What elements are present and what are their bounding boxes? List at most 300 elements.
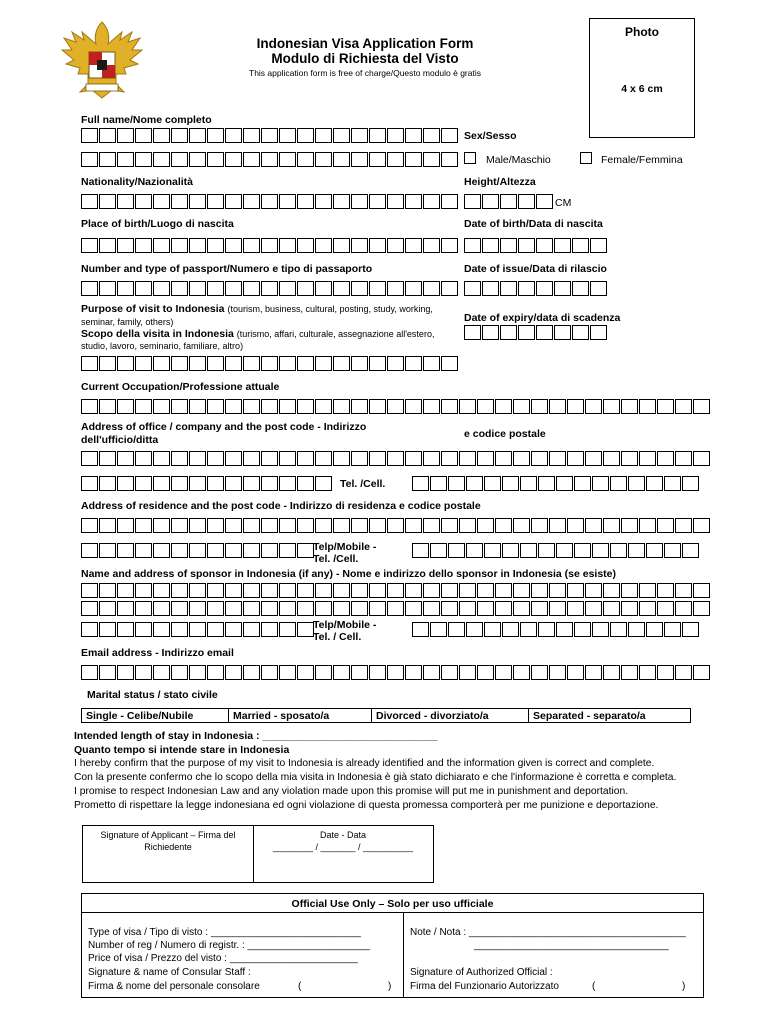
purpose-row[interactable]: [81, 356, 459, 371]
char-cell[interactable]: [351, 194, 368, 209]
char-cell[interactable]: [423, 451, 440, 466]
char-cell[interactable]: [639, 451, 656, 466]
char-cell[interactable]: [207, 194, 224, 209]
char-cell[interactable]: [261, 583, 278, 598]
char-cell[interactable]: [610, 622, 627, 637]
marital-separated[interactable]: Separated - separato/a: [529, 709, 691, 723]
char-cell[interactable]: [279, 583, 296, 598]
char-cell[interactable]: [405, 194, 422, 209]
char-cell[interactable]: [693, 518, 710, 533]
char-cell[interactable]: [99, 518, 116, 533]
char-cell[interactable]: [99, 152, 116, 167]
char-cell[interactable]: [459, 583, 476, 598]
char-cell[interactable]: [387, 128, 404, 143]
char-cell[interactable]: [279, 601, 296, 616]
char-cell[interactable]: [135, 518, 152, 533]
char-cell[interactable]: [412, 543, 429, 558]
char-cell[interactable]: [459, 399, 476, 414]
char-cell[interactable]: [531, 399, 548, 414]
char-cell[interactable]: [351, 518, 368, 533]
char-cell[interactable]: [518, 281, 535, 296]
char-cell[interactable]: [297, 399, 314, 414]
char-cell[interactable]: [585, 399, 602, 414]
char-cell[interactable]: [500, 238, 517, 253]
char-cell[interactable]: [333, 583, 350, 598]
char-cell[interactable]: [412, 622, 429, 637]
char-cell[interactable]: [646, 476, 663, 491]
char-cell[interactable]: [297, 152, 314, 167]
char-cell[interactable]: [99, 356, 116, 371]
char-cell[interactable]: [423, 194, 440, 209]
char-cell[interactable]: [243, 152, 260, 167]
char-cell[interactable]: [261, 194, 278, 209]
char-cell[interactable]: [554, 281, 571, 296]
email-row[interactable]: [81, 665, 711, 680]
char-cell[interactable]: [621, 601, 638, 616]
char-cell[interactable]: [477, 665, 494, 680]
char-cell[interactable]: [477, 601, 494, 616]
char-cell[interactable]: [117, 518, 134, 533]
reg-number-field[interactable]: Number of reg / Numero di registr. : ______________________: [88, 940, 370, 951]
char-cell[interactable]: [279, 622, 296, 637]
char-cell[interactable]: [603, 583, 620, 598]
char-cell[interactable]: [171, 518, 188, 533]
char-cell[interactable]: [243, 665, 260, 680]
char-cell[interactable]: [536, 281, 553, 296]
char-cell[interactable]: [135, 356, 152, 371]
char-cell[interactable]: [621, 665, 638, 680]
occupation-row[interactable]: [81, 399, 711, 414]
char-cell[interactable]: [171, 665, 188, 680]
char-cell[interactable]: [423, 518, 440, 533]
char-cell[interactable]: [464, 281, 481, 296]
char-cell[interactable]: [99, 128, 116, 143]
char-cell[interactable]: [225, 476, 242, 491]
char-cell[interactable]: [405, 583, 422, 598]
char-cell[interactable]: [207, 128, 224, 143]
char-cell[interactable]: [315, 601, 332, 616]
char-cell[interactable]: [297, 518, 314, 533]
char-cell[interactable]: [495, 518, 512, 533]
char-cell[interactable]: [189, 665, 206, 680]
office-address-row[interactable]: [81, 451, 711, 466]
char-cell[interactable]: [369, 665, 386, 680]
char-cell[interactable]: [99, 665, 116, 680]
char-cell[interactable]: [99, 238, 116, 253]
char-cell[interactable]: [135, 476, 152, 491]
char-cell[interactable]: [207, 583, 224, 598]
char-cell[interactable]: [459, 451, 476, 466]
marital-single[interactable]: Single - Celibe/Nubile: [82, 709, 229, 723]
char-cell[interactable]: [518, 238, 535, 253]
char-cell[interactable]: [484, 622, 501, 637]
char-cell[interactable]: [682, 622, 699, 637]
char-cell[interactable]: [531, 601, 548, 616]
char-cell[interactable]: [693, 583, 710, 598]
char-cell[interactable]: [387, 518, 404, 533]
char-cell[interactable]: [81, 518, 98, 533]
char-cell[interactable]: [464, 238, 481, 253]
char-cell[interactable]: [423, 356, 440, 371]
char-cell[interactable]: [621, 399, 638, 414]
char-cell[interactable]: [225, 356, 242, 371]
char-cell[interactable]: [315, 281, 332, 296]
char-cell[interactable]: [243, 399, 260, 414]
char-cell[interactable]: [171, 622, 188, 637]
char-cell[interactable]: [369, 194, 386, 209]
char-cell[interactable]: [189, 451, 206, 466]
char-cell[interactable]: [135, 281, 152, 296]
char-cell[interactable]: [153, 238, 170, 253]
char-cell[interactable]: [664, 622, 681, 637]
full-name-row-1[interactable]: [81, 128, 459, 143]
char-cell[interactable]: [556, 622, 573, 637]
char-cell[interactable]: [610, 543, 627, 558]
char-cell[interactable]: [207, 622, 224, 637]
char-cell[interactable]: [171, 601, 188, 616]
char-cell[interactable]: [556, 543, 573, 558]
char-cell[interactable]: [171, 152, 188, 167]
char-cell[interactable]: [531, 518, 548, 533]
char-cell[interactable]: [639, 399, 656, 414]
char-cell[interactable]: [315, 665, 332, 680]
char-cell[interactable]: [171, 583, 188, 598]
char-cell[interactable]: [441, 665, 458, 680]
char-cell[interactable]: [657, 399, 674, 414]
char-cell[interactable]: [315, 152, 332, 167]
char-cell[interactable]: [261, 281, 278, 296]
char-cell[interactable]: [441, 451, 458, 466]
char-cell[interactable]: [405, 281, 422, 296]
char-cell[interactable]: [657, 518, 674, 533]
char-cell[interactable]: [243, 281, 260, 296]
char-cell[interactable]: [153, 451, 170, 466]
char-cell[interactable]: [549, 665, 566, 680]
char-cell[interactable]: [592, 543, 609, 558]
char-cell[interactable]: [518, 325, 535, 340]
char-cell[interactable]: [153, 194, 170, 209]
char-cell[interactable]: [225, 128, 242, 143]
char-cell[interactable]: [495, 601, 512, 616]
char-cell[interactable]: [423, 152, 440, 167]
char-cell[interactable]: [297, 601, 314, 616]
char-cell[interactable]: [243, 543, 260, 558]
char-cell[interactable]: [171, 399, 188, 414]
char-cell[interactable]: [518, 194, 535, 209]
char-cell[interactable]: [207, 665, 224, 680]
char-cell[interactable]: [464, 194, 481, 209]
char-cell[interactable]: [639, 583, 656, 598]
char-cell[interactable]: [117, 583, 134, 598]
char-cell[interactable]: [153, 128, 170, 143]
char-cell[interactable]: [590, 281, 607, 296]
char-cell[interactable]: [520, 543, 537, 558]
char-cell[interactable]: [261, 238, 278, 253]
char-cell[interactable]: [387, 356, 404, 371]
char-cell[interactable]: [333, 451, 350, 466]
char-cell[interactable]: [675, 601, 692, 616]
char-cell[interactable]: [117, 356, 134, 371]
char-cell[interactable]: [405, 399, 422, 414]
char-cell[interactable]: [189, 518, 206, 533]
char-cell[interactable]: [484, 476, 501, 491]
char-cell[interactable]: [693, 451, 710, 466]
char-cell[interactable]: [243, 622, 260, 637]
char-cell[interactable]: [646, 622, 663, 637]
char-cell[interactable]: [189, 399, 206, 414]
char-cell[interactable]: [189, 194, 206, 209]
char-cell[interactable]: [279, 194, 296, 209]
char-cell[interactable]: [153, 399, 170, 414]
char-cell[interactable]: [81, 281, 98, 296]
char-cell[interactable]: [243, 518, 260, 533]
char-cell[interactable]: [639, 518, 656, 533]
char-cell[interactable]: [81, 152, 98, 167]
char-cell[interactable]: [333, 356, 350, 371]
char-cell[interactable]: [225, 583, 242, 598]
char-cell[interactable]: [610, 476, 627, 491]
char-cell[interactable]: [315, 356, 332, 371]
char-cell[interactable]: [81, 399, 98, 414]
char-cell[interactable]: [243, 238, 260, 253]
char-cell[interactable]: [297, 476, 314, 491]
char-cell[interactable]: [279, 451, 296, 466]
visa-price-field[interactable]: Price of visa / Prezzo del visto : _______________________: [88, 953, 358, 964]
sponsor-row-3[interactable]: [81, 622, 315, 637]
char-cell[interactable]: [225, 518, 242, 533]
char-cell[interactable]: [81, 451, 98, 466]
char-cell[interactable]: [117, 399, 134, 414]
residence-row-2[interactable]: [81, 543, 315, 558]
char-cell[interactable]: [99, 451, 116, 466]
char-cell[interactable]: [207, 601, 224, 616]
char-cell[interactable]: [441, 399, 458, 414]
char-cell[interactable]: [603, 451, 620, 466]
char-cell[interactable]: [153, 622, 170, 637]
char-cell[interactable]: [466, 476, 483, 491]
char-cell[interactable]: [351, 356, 368, 371]
char-cell[interactable]: [513, 583, 530, 598]
char-cell[interactable]: [572, 281, 589, 296]
char-cell[interactable]: [135, 152, 152, 167]
char-cell[interactable]: [387, 451, 404, 466]
char-cell[interactable]: [135, 451, 152, 466]
char-cell[interactable]: [225, 622, 242, 637]
char-cell[interactable]: [513, 451, 530, 466]
char-cell[interactable]: [520, 622, 537, 637]
char-cell[interactable]: [279, 543, 296, 558]
char-cell[interactable]: [538, 476, 555, 491]
char-cell[interactable]: [603, 399, 620, 414]
char-cell[interactable]: [171, 476, 188, 491]
date-of-issue-row[interactable]: [464, 281, 608, 296]
char-cell[interactable]: [171, 238, 188, 253]
char-cell[interactable]: [502, 622, 519, 637]
char-cell[interactable]: [590, 325, 607, 340]
char-cell[interactable]: [333, 281, 350, 296]
char-cell[interactable]: [639, 601, 656, 616]
char-cell[interactable]: [315, 451, 332, 466]
char-cell[interactable]: [81, 194, 98, 209]
char-cell[interactable]: [567, 518, 584, 533]
char-cell[interactable]: [99, 601, 116, 616]
char-cell[interactable]: [153, 281, 170, 296]
char-cell[interactable]: [369, 356, 386, 371]
char-cell[interactable]: [261, 518, 278, 533]
char-cell[interactable]: [315, 518, 332, 533]
char-cell[interactable]: [628, 622, 645, 637]
char-cell[interactable]: [459, 518, 476, 533]
char-cell[interactable]: [261, 152, 278, 167]
char-cell[interactable]: [261, 622, 278, 637]
char-cell[interactable]: [243, 583, 260, 598]
char-cell[interactable]: [675, 665, 692, 680]
char-cell[interactable]: [572, 238, 589, 253]
char-cell[interactable]: [333, 152, 350, 167]
marital-married[interactable]: Married - sposato/a: [229, 709, 372, 723]
char-cell[interactable]: [423, 238, 440, 253]
char-cell[interactable]: [657, 583, 674, 598]
char-cell[interactable]: [171, 128, 188, 143]
char-cell[interactable]: [333, 238, 350, 253]
char-cell[interactable]: [500, 281, 517, 296]
char-cell[interactable]: [441, 238, 458, 253]
char-cell[interactable]: [315, 128, 332, 143]
char-cell[interactable]: [675, 583, 692, 598]
char-cell[interactable]: [405, 601, 422, 616]
char-cell[interactable]: [153, 476, 170, 491]
char-cell[interactable]: [225, 281, 242, 296]
char-cell[interactable]: [171, 281, 188, 296]
char-cell[interactable]: [441, 281, 458, 296]
char-cell[interactable]: [189, 152, 206, 167]
char-cell[interactable]: [405, 238, 422, 253]
char-cell[interactable]: [297, 451, 314, 466]
char-cell[interactable]: [207, 518, 224, 533]
char-cell[interactable]: [574, 543, 591, 558]
char-cell[interactable]: [207, 476, 224, 491]
char-cell[interactable]: [261, 665, 278, 680]
char-cell[interactable]: [520, 476, 537, 491]
char-cell[interactable]: [117, 128, 134, 143]
char-cell[interactable]: [135, 128, 152, 143]
char-cell[interactable]: [297, 622, 314, 637]
char-cell[interactable]: [567, 665, 584, 680]
char-cell[interactable]: [621, 451, 638, 466]
char-cell[interactable]: [117, 281, 134, 296]
char-cell[interactable]: [153, 601, 170, 616]
char-cell[interactable]: [261, 543, 278, 558]
char-cell[interactable]: [592, 622, 609, 637]
char-cell[interactable]: [664, 476, 681, 491]
char-cell[interactable]: [279, 665, 296, 680]
char-cell[interactable]: [225, 451, 242, 466]
char-cell[interactable]: [423, 128, 440, 143]
char-cell[interactable]: [99, 281, 116, 296]
char-cell[interactable]: [538, 543, 555, 558]
female-checkbox[interactable]: [580, 152, 592, 164]
char-cell[interactable]: [592, 476, 609, 491]
char-cell[interactable]: [459, 665, 476, 680]
char-cell[interactable]: [117, 152, 134, 167]
char-cell[interactable]: [99, 476, 116, 491]
char-cell[interactable]: [477, 583, 494, 598]
char-cell[interactable]: [279, 152, 296, 167]
char-cell[interactable]: [495, 665, 512, 680]
char-cell[interactable]: [81, 476, 98, 491]
char-cell[interactable]: [466, 622, 483, 637]
char-cell[interactable]: [405, 128, 422, 143]
char-cell[interactable]: [554, 325, 571, 340]
char-cell[interactable]: [405, 356, 422, 371]
char-cell[interactable]: [225, 399, 242, 414]
char-cell[interactable]: [81, 356, 98, 371]
char-cell[interactable]: [81, 238, 98, 253]
char-cell[interactable]: [117, 543, 134, 558]
char-cell[interactable]: [207, 399, 224, 414]
char-cell[interactable]: [387, 281, 404, 296]
char-cell[interactable]: [117, 665, 134, 680]
char-cell[interactable]: [513, 518, 530, 533]
char-cell[interactable]: [333, 399, 350, 414]
char-cell[interactable]: [81, 622, 98, 637]
char-cell[interactable]: [572, 325, 589, 340]
date-of-expiry-row[interactable]: [464, 325, 608, 340]
char-cell[interactable]: [207, 543, 224, 558]
char-cell[interactable]: [369, 281, 386, 296]
char-cell[interactable]: [153, 356, 170, 371]
char-cell[interactable]: [430, 622, 447, 637]
char-cell[interactable]: [441, 152, 458, 167]
char-cell[interactable]: [297, 194, 314, 209]
char-cell[interactable]: [207, 356, 224, 371]
char-cell[interactable]: [333, 665, 350, 680]
char-cell[interactable]: [243, 194, 260, 209]
char-cell[interactable]: [423, 281, 440, 296]
char-cell[interactable]: [189, 583, 206, 598]
char-cell[interactable]: [153, 518, 170, 533]
char-cell[interactable]: [81, 543, 98, 558]
char-cell[interactable]: [482, 238, 499, 253]
char-cell[interactable]: [189, 543, 206, 558]
char-cell[interactable]: [369, 152, 386, 167]
char-cell[interactable]: [423, 583, 440, 598]
char-cell[interactable]: [621, 518, 638, 533]
char-cell[interactable]: [405, 451, 422, 466]
sponsor-tel-row[interactable]: [412, 622, 700, 637]
char-cell[interactable]: [441, 601, 458, 616]
char-cell[interactable]: [279, 356, 296, 371]
char-cell[interactable]: [315, 238, 332, 253]
char-cell[interactable]: [117, 476, 134, 491]
char-cell[interactable]: [387, 238, 404, 253]
char-cell[interactable]: [405, 665, 422, 680]
char-cell[interactable]: [554, 238, 571, 253]
char-cell[interactable]: [387, 152, 404, 167]
char-cell[interactable]: [603, 518, 620, 533]
char-cell[interactable]: [369, 128, 386, 143]
office-tel-row[interactable]: [412, 476, 700, 491]
char-cell[interactable]: [423, 601, 440, 616]
char-cell[interactable]: [135, 665, 152, 680]
char-cell[interactable]: [351, 152, 368, 167]
char-cell[interactable]: [664, 543, 681, 558]
place-of-birth-row[interactable]: [81, 238, 459, 253]
char-cell[interactable]: [500, 194, 517, 209]
char-cell[interactable]: [333, 601, 350, 616]
char-cell[interactable]: [99, 194, 116, 209]
char-cell[interactable]: [243, 476, 260, 491]
